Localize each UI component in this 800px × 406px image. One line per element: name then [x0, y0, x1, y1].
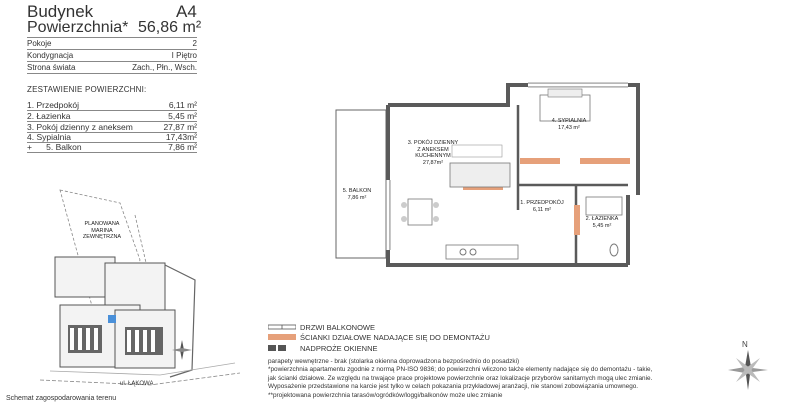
note-line: **projektowana powierzchnia tarasów/ogródków/loggi/balkonów może ulec zmianie — [268, 391, 503, 399]
area-value: 56,86 m² — [138, 19, 202, 36]
site-planned-label: PLANOWANA MARINA ZEWNĘTRZNA — [82, 221, 122, 240]
note-line: *powierzchnia apartamentu zgodnie z normą PN-ISO 9836; do powierzchni wliczono także elementy nadające się do demontażu - takie, — [268, 366, 653, 374]
room-row: 3. Pokój dzienny z aneksem 27,87 m² — [27, 122, 197, 132]
divider — [27, 61, 197, 62]
divider — [27, 73, 197, 74]
plan-label-bedroom: 4. SYPIALNIA 17,43 m² — [551, 118, 587, 131]
area-label: Powierzchnia* — [27, 19, 129, 36]
plan-label-living: 3. POKÓJ DZIENNY Z ANEKSEM KUCHENNYM 27,87m² — [407, 140, 459, 166]
divider — [27, 37, 197, 38]
building-label: Budynek — [27, 2, 94, 21]
compass-rose-icon — [728, 350, 768, 390]
building-id: A4 — [176, 2, 197, 21]
note-line: jak ścianki działowe. Ze względu na trwające prace projektowe powierzchnie oraz lokalizacje przyborów sanitarnych mogą ulec zmianie. — [268, 374, 653, 382]
notes — [268, 358, 738, 400]
divider — [27, 49, 197, 50]
plan-label-balcony: 5. BALKON 7,86 m² — [342, 188, 372, 201]
small-compass-icon — [172, 340, 192, 360]
legend-lintel: NADPROŻE OKIENNE — [300, 344, 378, 353]
plan-label-hall: 1. PRZEDPOKÓJ 6,11 m² — [520, 200, 564, 213]
site-caption: Schemat zagospodarowania terenu — [6, 395, 117, 402]
legend-balcony-door: DRZWI BALKONOWE — [300, 323, 376, 332]
divider — [27, 152, 197, 153]
spec-row: Pokoje 2 — [27, 39, 197, 48]
compass-north-label: N — [742, 340, 748, 349]
balcony-door-icon — [268, 323, 296, 331]
spec-row: Kondygnacja I Piętro — [27, 51, 197, 60]
spec-row: Strona świata Zach., Płn., Wsch. — [27, 63, 197, 72]
note-line: parapety wewnętrzne - brak (stolarka okienna doprowadzona bezpośrednio do posadzki) — [268, 358, 520, 365]
room-row: 2. Łazienka 5,45 m² — [27, 111, 197, 121]
plan-label-bathroom: 2. ŁAZIENKA 5,45 m² — [585, 216, 619, 229]
rooms-heading: ZESTAWIENIE POWIERZCHNI: — [27, 85, 147, 94]
note-line: Wyposażenie przedstawione na karcie jest tylko w celach pokazania przykładowej aranżacji, nie stanowi zobowiązania umownego. — [268, 383, 639, 391]
site-street-label: ul. ŁĄKOWA — [120, 381, 154, 387]
room-row: + 5. Balkon 7,86 m² — [27, 142, 197, 152]
room-row: 4. Sypialnia 17,43m² — [27, 132, 197, 142]
room-row: 1. Przedpokój 6,11 m² — [27, 100, 197, 110]
lintel-icon — [268, 344, 296, 352]
floor-plan — [328, 75, 648, 270]
site-plan — [20, 185, 260, 395]
legend-removable-wall: ŚCIANKI DZIAŁOWE NADAJĄCE SIĘ DO DEMONTAŻU — [300, 333, 490, 342]
removable-wall-icon — [268, 333, 296, 341]
